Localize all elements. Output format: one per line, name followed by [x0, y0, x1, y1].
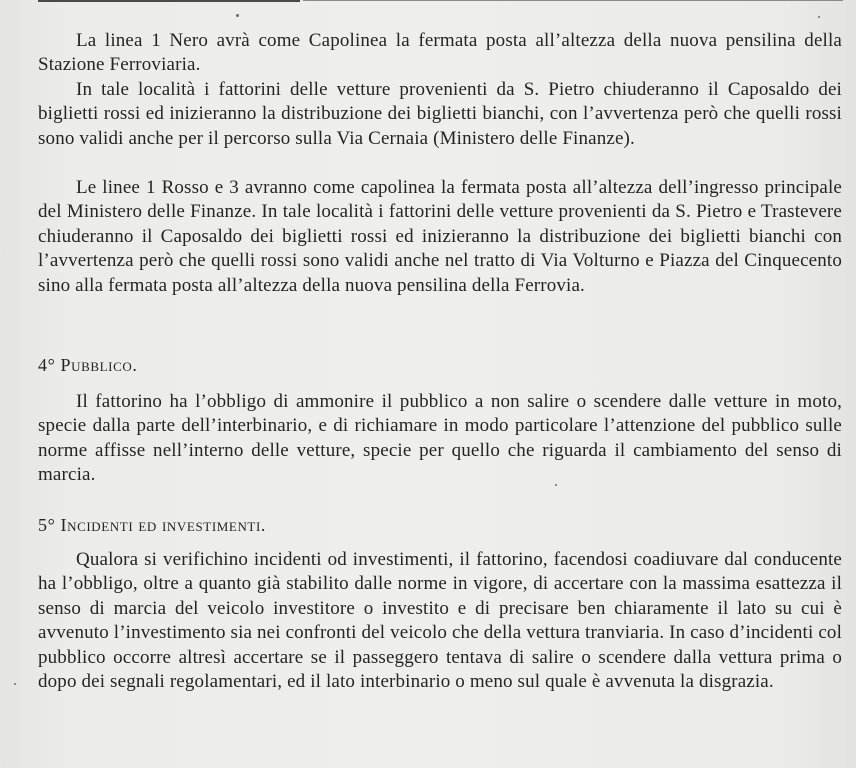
paragraph-pubblico: Il fattorino ha l’obbligo di ammonire il pubblico a non salire o scendere dalle vetture in moto, specie dalla parte dell’interbinario, e di richiamare in modo particolare l’attenzione del pubblico sulle norme affisse nell’interno delle vetture, specie per quello che riguarda il cambiamento del senso di marcia. [38, 391, 842, 486]
top-rule [38, 0, 300, 2]
paragraph-linea-1-nero: La linea 1 Nero avrà come Capolinea la fermata posta all’altezza della nuova pensilina della Stazione Ferroviaria. [38, 30, 842, 76]
paper-speck [555, 484, 557, 486]
heading-pubblico: 4° Pubblico. [38, 355, 138, 375]
heading-incidenti-investimenti: 5° Incidenti ed investimenti. [38, 515, 267, 535]
paragraph-linee-1-rosso-3: Le linee 1 Rosso e 3 avranno come capolinea la fermata posta all’altezza dell’ingresso principale del Ministero delle Finanze. In tale località i fattorini delle vetture provenienti da S. Pietro e Trastevere chiuderanno il Caposaldo dei biglietti rossi ed inizieranno la distribuzione dei biglietti bianchi con l’avvertenza però che quelli rossi sono validi anche nel tratto di Via Volturno e Piazza del Cinquecento sino alla fermata posta all’altezza della nuova pensilina della Ferrovia. [38, 177, 842, 296]
paper-speck [14, 683, 16, 685]
paragraph-fattorini-s-pietro: In tale località i fattorini delle vetture provenienti da S. Pietro chiuderanno il Caposaldo dei biglietti rossi ed inizieranno la distribuzione dei biglietti bianchi, con l’avvertenza però che quelli rossi sono validi anche per il percorso sulla Via Cernaia (Ministero delle Finanze). [38, 79, 842, 149]
paragraph-incidenti: Qualora si verifichino incidenti od investimenti, il fattorino, facendosi coadiuvare dal conducente ha l’obbligo, oltre a quanto già stabilito dalle norme in vigore, di accertare con la massima esattezza il senso di marcia del veicolo investitore o investito e di precisare ben chiaramente il lato su cui è avvenuto l’investimento sia nei confronti del veicolo che della vettura tranviaria. In caso d’incidenti col pubblico occorre altresì accertare se il passeggero tentava di salire o scendere dalla vettura prima o dopo dei segnali regolamentari, ed il lato interbinario o meno sul quale è avvenuta la disgrazia. [38, 549, 842, 693]
paper-speck [236, 14, 239, 17]
paper-speck [818, 16, 820, 18]
top-rule-secondary [303, 0, 843, 1]
